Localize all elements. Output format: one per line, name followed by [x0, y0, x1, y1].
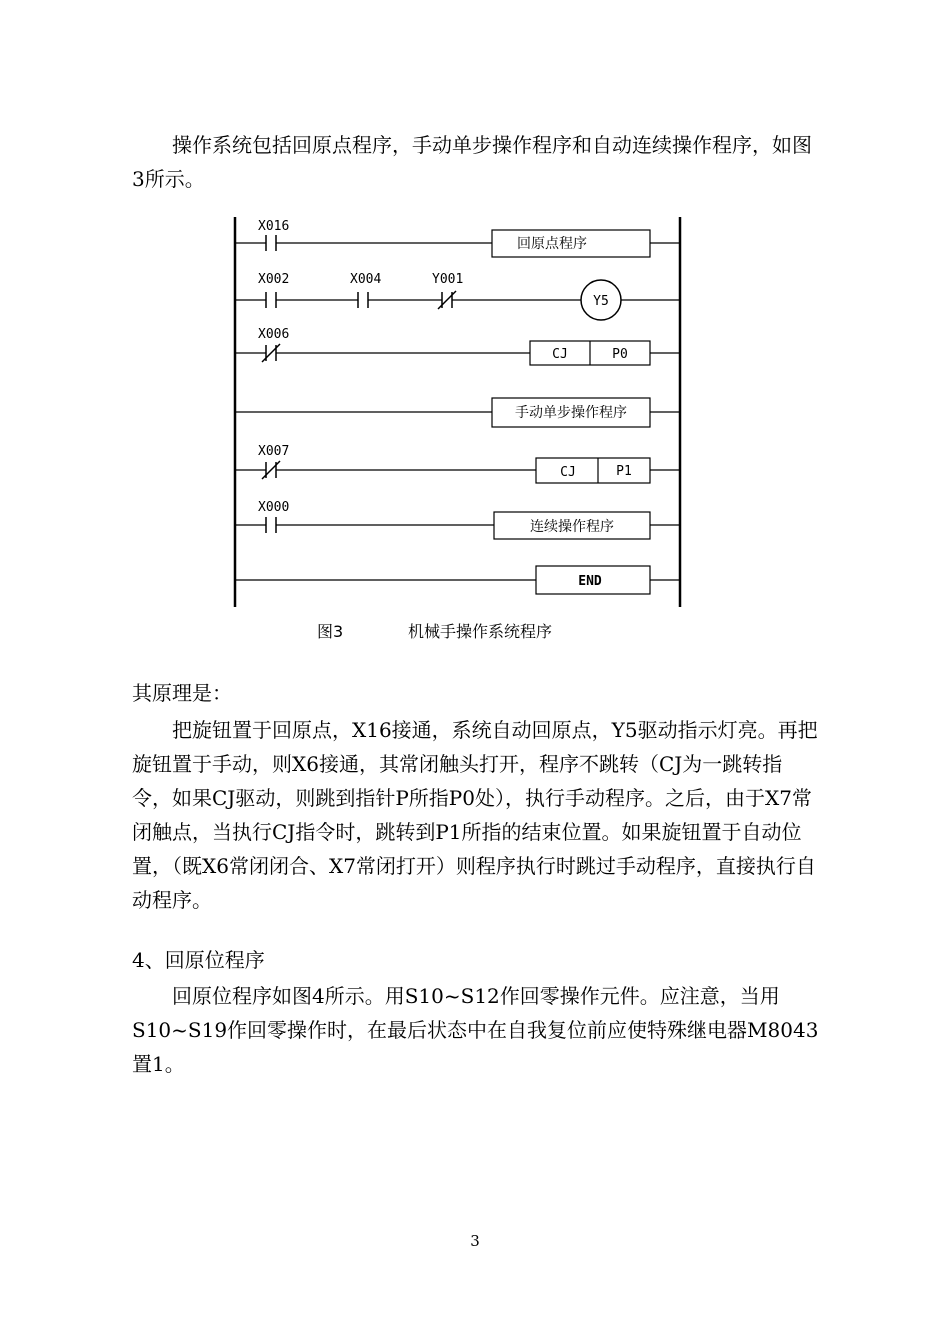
instruction-op: CJ — [552, 347, 568, 362]
contact-label: X006 — [258, 327, 290, 342]
instruction-arg: P1 — [616, 464, 632, 479]
rung-6 — [235, 500, 680, 539]
end-label: END — [578, 574, 602, 589]
function-box-label: 连续操作程序 — [530, 519, 614, 535]
section-4-paragraph: 回原位程序如图4所示。用S10~S12作回零操作元件。应注意，当用S10~S19作回零操作时，在最后状态中在自我复位前应使特殊继电器M8043置1。 — [132, 984, 819, 1076]
contact-label: X007 — [258, 444, 290, 459]
contact-label: X002 — [258, 272, 290, 287]
instruction-box — [536, 458, 650, 483]
rung-4 — [235, 398, 680, 427]
principle-heading: 其原理是： — [132, 681, 232, 705]
figure-title: 机械手操作系统程序 — [408, 622, 553, 641]
function-box-label: 回原点程序 — [517, 236, 587, 252]
section-4-heading: 4、回原位程序 — [132, 948, 265, 972]
rung-1 — [235, 219, 680, 257]
function-box-label: 手动单步操作程序 — [515, 405, 627, 421]
rung-2 — [235, 272, 680, 320]
contact-label: X004 — [350, 272, 382, 287]
rung-7 — [235, 566, 680, 594]
contact-label: Y001 — [432, 272, 464, 287]
intro-paragraph: 操作系统包括回原点程序，手动单步操作程序和自动连续操作程序，如图3所示。 — [132, 133, 812, 191]
rung-5 — [235, 444, 680, 483]
page-number: 3 — [470, 1232, 480, 1250]
contact-label: X000 — [258, 500, 290, 515]
principle-paragraph: 把旋钮置于回原点，X16接通，系统自动回原点，Y5驱动指示灯亮。再把旋钮置于手动，则X6接通，其常闭触头打开，程序不跳转（CJ为一跳转指令，如果CJ驱动，则跳到指针P所指P0处），执行手动程序。之后，由于X7常闭触点，当执行CJ指令时，跳转到P1所指的结束位置。如果旋钮置于自动位置，（既X6常闭闭合、X7常闭打开）则程序执行时跳过手动程序，直接执行自动程序。 — [132, 718, 818, 912]
contact-label: X016 — [258, 219, 290, 234]
ladder-diagram — [200, 205, 720, 655]
figure-number: 图3 — [317, 622, 344, 641]
instruction-op: CJ — [560, 465, 576, 480]
rung-3 — [235, 327, 680, 365]
instruction-arg: P0 — [612, 347, 628, 362]
coil-label: Y5 — [593, 294, 609, 309]
